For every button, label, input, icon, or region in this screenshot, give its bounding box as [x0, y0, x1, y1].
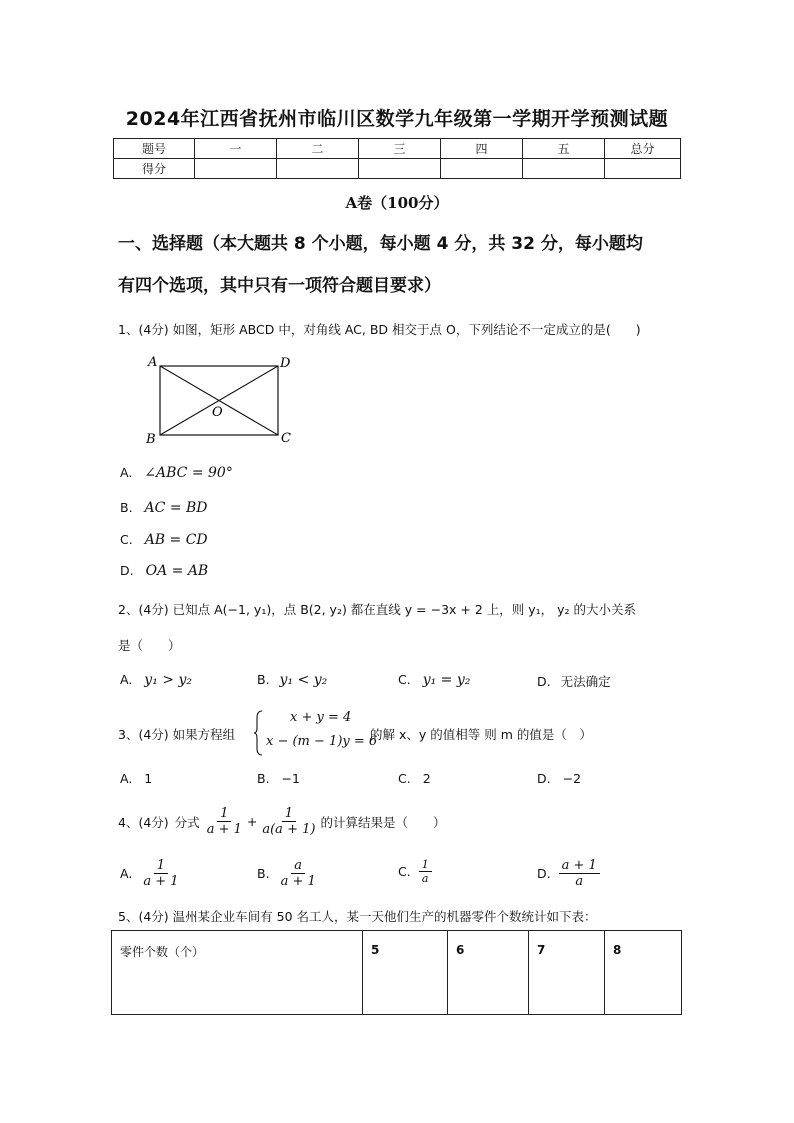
option-text: OA = AB: [145, 563, 209, 579]
option-text: 无法确定: [560, 674, 611, 689]
option-text: y₁ < y₂: [279, 672, 328, 688]
q3-option-a: [120, 771, 152, 786]
option-fraction: [140, 858, 181, 889]
fraction-denominator: a + 1: [143, 874, 179, 889]
option-text: 2: [422, 771, 431, 786]
option-fraction: [278, 858, 319, 889]
option-text: −2: [562, 771, 582, 786]
question-4: [118, 806, 445, 837]
option-text: ∠ABC = 90°: [144, 465, 233, 481]
score-header-cell: 二: [277, 139, 359, 159]
score-table: [113, 138, 681, 179]
score-table-score-row: [114, 159, 681, 179]
question-text: 如图，矩形 ABCD 中，对角线 AC, BD 相交于点 O，下列结论不一定成立的是( ): [172, 322, 641, 337]
score-cell: [605, 159, 681, 179]
question-text: 如果方程组: [172, 727, 236, 742]
table-header-cell: 5: [363, 931, 448, 1015]
q1-option-d: [120, 563, 208, 579]
fraction-denominator: a: [421, 872, 429, 885]
q4-option-b: [257, 858, 319, 889]
fraction-denominator: a(a + 1): [262, 822, 316, 837]
parts-count-table: [111, 930, 682, 1015]
option-label: A.: [120, 771, 133, 786]
score-cell: [277, 159, 359, 179]
section-heading-line2: 有四个选项，其中只有一项符合题目要求）: [118, 276, 441, 296]
equation-brace: [253, 710, 263, 756]
score-cell: [523, 159, 605, 179]
fraction-numerator: 1: [419, 858, 432, 872]
q4-option-c: [398, 858, 432, 885]
fraction-denominator: a + 1: [206, 822, 242, 837]
question-number: 1、(4分): [118, 322, 169, 337]
question-text: 温州某企业车间有 50 名工人，某一天他们生产的机器零件个数统计如下表：: [172, 909, 597, 924]
option-label: D.: [537, 674, 551, 689]
label-o: O: [212, 405, 223, 420]
equation-1: x + y = 4: [290, 710, 352, 725]
option-text: −1: [281, 771, 300, 786]
score-row-label: 得分: [114, 159, 195, 179]
question-number: 2、(4分): [118, 602, 169, 617]
table-header-cell: 零件个数（个）: [112, 931, 363, 1015]
option-label: A.: [120, 672, 133, 687]
table-header-cell: 8: [605, 931, 682, 1015]
fraction-1: [204, 806, 245, 837]
option-label: D.: [537, 771, 551, 786]
score-header-cell: 三: [359, 139, 441, 159]
q4-option-d: [537, 858, 600, 889]
q2-option-c: [398, 672, 470, 688]
table-header-cell: 6: [448, 931, 529, 1015]
option-label: B.: [257, 866, 270, 881]
option-text: 1: [144, 771, 153, 786]
equation-2: x − (m − 1)y = 6: [266, 734, 378, 749]
q2-option-b: [257, 672, 327, 688]
option-label: A.: [120, 866, 133, 881]
score-header-cell: 一: [195, 139, 277, 159]
score-cell: [441, 159, 523, 179]
q3-option-c: [398, 771, 431, 786]
score-header-cell: 四: [441, 139, 523, 159]
q3-option-b: [257, 771, 300, 786]
fraction-numerator: a + 1: [559, 858, 600, 874]
question-3-prefix: [118, 725, 235, 743]
label-a: A: [148, 355, 158, 370]
question-number: 4、(4分): [118, 814, 169, 830]
option-label: C.: [398, 672, 411, 687]
q1-option-c: [120, 532, 208, 548]
q3-option-d: [537, 771, 581, 786]
score-header-cell: 总分: [605, 139, 681, 159]
section-heading-line1: 一、选择题（本大题共 8 个小题，每小题 4 分，共 32 分，每小题均: [118, 234, 643, 254]
q4-option-a: [120, 858, 182, 889]
q1-option-b: [120, 500, 208, 516]
option-text: AC = BD: [144, 500, 208, 516]
option-label: C.: [120, 532, 133, 547]
volume-heading: A卷（100分）: [345, 194, 449, 212]
question-3-suffix: 的解 x、y 的值相等 则 m 的值是（ ）: [370, 727, 592, 742]
rectangle-figure: [140, 350, 300, 450]
fraction-numerator: 1: [282, 806, 296, 822]
fraction-2: [259, 806, 318, 837]
fraction-numerator: 1: [217, 806, 231, 822]
question-text: 分式: [174, 814, 200, 830]
fraction-denominator: a: [575, 874, 584, 889]
option-text: AB = CD: [144, 532, 208, 548]
option-label: B.: [120, 500, 133, 515]
question-1: [118, 320, 641, 338]
label-d: D: [280, 356, 291, 371]
option-label: D.: [120, 563, 134, 578]
q2-option-d: [537, 672, 611, 690]
question-2-line2: 是（ ）: [118, 638, 181, 653]
label-b: B: [146, 432, 156, 447]
option-text: y₁ > y₂: [144, 672, 192, 688]
option-label: A.: [120, 465, 133, 480]
option-label: C.: [398, 864, 411, 879]
option-label: B.: [257, 672, 270, 687]
option-label: D.: [537, 866, 551, 881]
question-number: 5、(4分): [118, 909, 169, 924]
score-table-header-row: [114, 139, 681, 159]
question-number: 3、(4分): [118, 727, 169, 742]
question-text: 已知点 A(−1, y₁)，点 B(2, y₂) 都在直线 y = −3x + 2 上，则 y₁， y₂ 的大小关系: [172, 602, 636, 617]
question-5: [118, 907, 597, 925]
score-header-cell: 五: [523, 139, 605, 159]
page-title: 2024年江西省抚州市临川区数学九年级第一学期开学预测试题: [125, 108, 669, 130]
q2-option-a: [120, 672, 192, 688]
label-c: C: [281, 431, 291, 446]
fraction-denominator: a + 1: [280, 874, 316, 889]
option-label: C.: [398, 771, 411, 786]
table-header-cell: 7: [529, 931, 605, 1015]
fraction-numerator: 1: [154, 858, 168, 874]
score-header-cell: 题号: [114, 139, 195, 159]
score-cell: [359, 159, 441, 179]
fraction-numerator: a: [291, 858, 305, 874]
plus-sign: +: [246, 814, 258, 829]
table-row: [112, 931, 682, 1015]
question-text: 的计算结果是（ ）: [320, 814, 446, 830]
option-label: B.: [257, 771, 270, 786]
score-cell: [195, 159, 277, 179]
option-fraction: [559, 858, 600, 889]
option-text: y₁ = y₂: [422, 672, 471, 688]
q1-option-a: [120, 465, 233, 481]
question-2: [118, 600, 636, 618]
option-fraction: [419, 858, 432, 885]
